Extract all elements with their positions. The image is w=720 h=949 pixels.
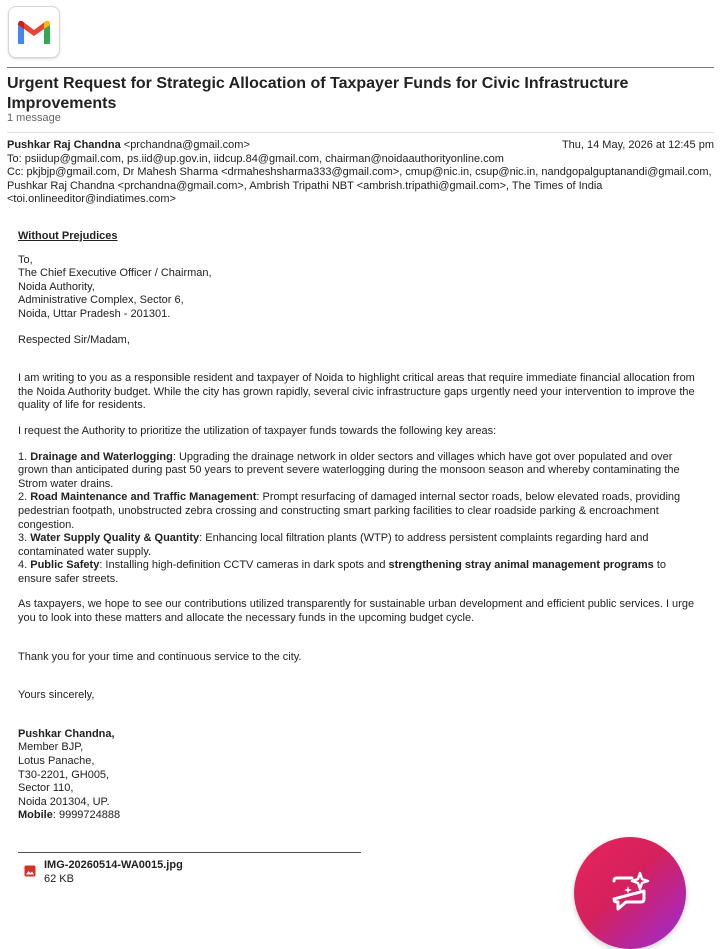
signature-line: Sector 110, <box>18 782 74 795</box>
cc-recipients: Cc: pkjbjp@gmail.com, Dr Mahesh Sharma <drmaheshsharma333@gmail.com>, cmup@nic.in, csup@nic.in, nandgopalguptanandi@gmail.com, Pushkar Raj Chandna <prchandna@gmail.com>, Ambrish Tripathi NBT <ambrish.tripathi@gmail.com>, The Times of India <toi.onlineeditor@indiatimes.com> <box>7 166 712 205</box>
gmail-logo <box>8 6 60 58</box>
sender <box>7 139 250 153</box>
image-file-icon <box>24 865 36 877</box>
signature-line: Noida 201304, UP. <box>18 795 110 808</box>
sender-name: Pushkar Raj Chandna <box>7 139 121 151</box>
top-bar <box>0 0 720 64</box>
chat-sparkle-icon <box>606 869 654 917</box>
salutation: Respected Sir/Madam, <box>18 333 130 346</box>
signature <box>18 728 698 823</box>
signature-line: Lotus Panache, <box>18 755 95 768</box>
paragraph-request: I request the Authority to prioritize the utilization of taxpayer funds towards the following key areas: <box>18 424 497 437</box>
without-prejudices: Without Prejudices <box>18 230 118 242</box>
divider <box>7 67 714 68</box>
divider <box>7 132 714 133</box>
list-item: 1. Drainage and Waterlogging: Upgrading the drainage network in older sectors and villages which have got over populated and over grown than anticipated during past 50 years to prevent severe waterlogging during the monsoon season and whereby contaminating the Strom water drains. <box>18 450 680 490</box>
signature-line: T30-2201, GH005, <box>18 768 110 781</box>
attachment-size: 62 KB <box>44 873 74 885</box>
gmail-logo-icon <box>16 17 52 45</box>
item-title: Road Maintenance and Traffic Management <box>30 491 257 504</box>
email-body <box>18 230 698 823</box>
email-date: Thu, 14 May, 2026 at 12:45 pm <box>561 139 714 151</box>
list-item: 2. Road Maintenance and Traffic Management: Prompt resurfacing of damaged internal sector roads, below elevated roads, providing pedestrian footpath, unobstructed zebra crossing and constructing smart parking facilities to clear roadside parking & encroachment congestion. <box>18 491 681 531</box>
paragraph-taxpayers: As taxpayers, we hope to see our contributions utilized transparently for sustainable urban development and efficient public services. I urge you to look into these matters and allocate the necessary funds in the upcoming budget cycle. <box>18 598 695 625</box>
address-line: Noida Authority, <box>18 280 95 293</box>
to-recipients: To: psiidup@gmail.com, ps.iid@up.gov.in, iidcup.84@gmail.com, chairman@noidaauthorityonline.com <box>7 152 504 165</box>
item-title: Water Supply Quality & Quantity <box>30 532 200 545</box>
address-line: To, <box>18 253 33 266</box>
address-line: The Chief Executive Officer / Chairman, <box>18 267 212 280</box>
item-title: Public Safety <box>30 559 100 572</box>
recipient-address <box>18 254 698 322</box>
attachment-divider <box>18 852 361 853</box>
item-title: Drainage and Waterlogging <box>30 450 173 463</box>
thanks-line: Thank you for your time and continuous service to the city. <box>18 650 302 663</box>
signature-line: Member BJP, <box>18 741 84 754</box>
chat-fab-button[interactable] <box>574 837 686 949</box>
email-subject: Urgent Request for Strategic Allocation of Taxpayer Funds for Civic Infrastructure Improvements <box>7 75 629 112</box>
message-count: 1 message <box>7 112 61 124</box>
closing: Yours sincerely, <box>18 689 95 702</box>
list-item: 4. Public Safety: Installing high-definition CCTV cameras in dark spots and strengthening stray animal management programs to ensure safer streets. <box>18 559 667 585</box>
list-item: 3. Water Supply Quality & Quantity: Enhancing local filtration plants (WTP) to address persistent complaints regarding hard and contaminated water supply. <box>18 532 649 558</box>
email-headers <box>7 139 714 207</box>
sender-email: <prchandna@gmail.com> <box>123 139 250 151</box>
attachment-name[interactable]: IMG-20260514-WA0015.jpg <box>44 859 183 871</box>
paragraph-intro: I am writing to you as a responsible resident and taxpayer of Noida to highlight critical areas that require immediate financial allocation from the Noida Authority budget. While the city has grown rapidly, several civic infrastructure gaps urgently need your intervention to improve the quality of life for residents. <box>18 372 695 412</box>
attachment[interactable] <box>24 858 183 886</box>
signature-name: Pushkar Chandna, <box>18 727 115 740</box>
address-line: Administrative Complex, Sector 6, <box>18 294 184 307</box>
mobile-line: Mobile: 9999724888 <box>18 809 121 822</box>
address-line: Noida, Uttar Pradesh - 201301. <box>18 307 171 320</box>
